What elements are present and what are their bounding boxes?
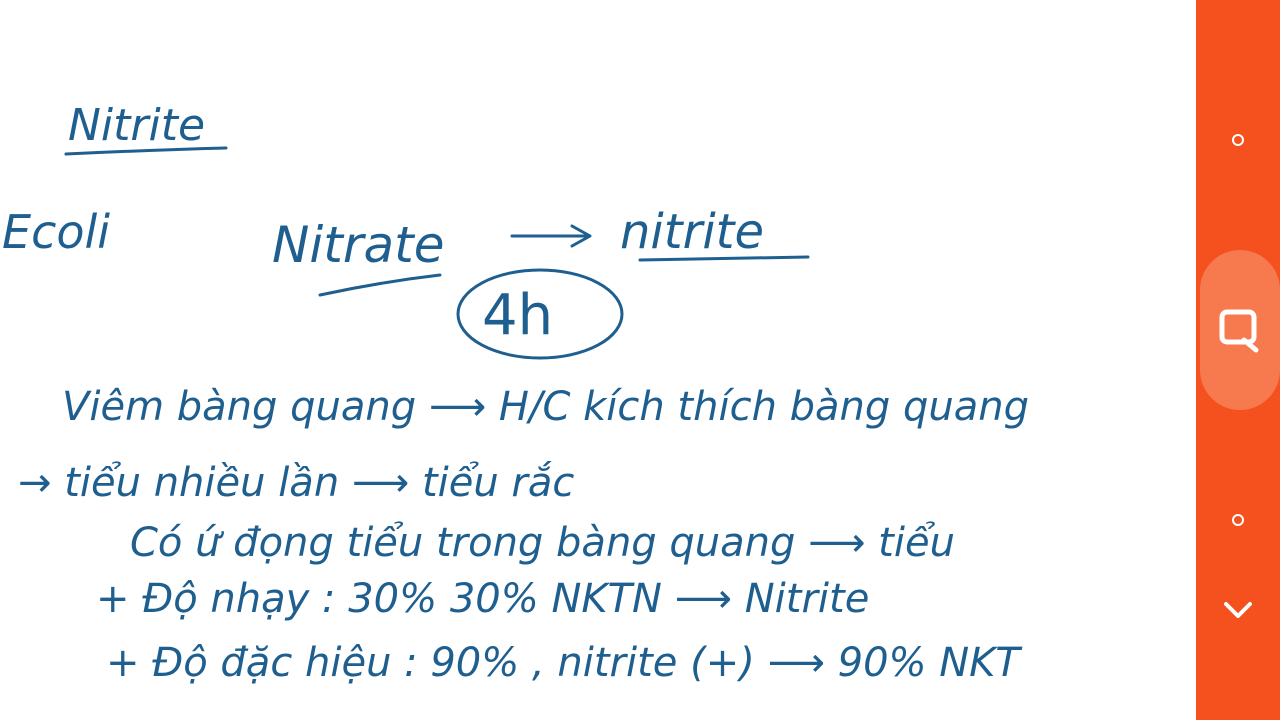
search-button[interactable] xyxy=(1200,250,1280,410)
label-nitrite: nitrite xyxy=(620,204,764,260)
collapse-button[interactable] xyxy=(1196,588,1280,632)
bottom-dot-button[interactable] xyxy=(1196,500,1280,540)
top-dot-button[interactable] xyxy=(1196,120,1280,160)
note-line-3: Có ứ đọng tiểu trong bàng quang ⟶ tiểu xyxy=(130,520,955,566)
note-line-5: + Độ đặc hiệu : 90% , nitrite (+) ⟶ 90% NKT xyxy=(106,640,1020,686)
note-line-1: Viêm bàng quang ⟶ H/C kích thích bàng quang xyxy=(62,384,1029,430)
label-ecoli: Ecoli xyxy=(2,205,111,259)
arrow-right-icon xyxy=(512,226,590,246)
title-nitrite: Nitrite xyxy=(68,100,206,151)
label-time: 4h xyxy=(482,283,554,348)
label-nitrate: Nitrate xyxy=(272,216,445,274)
chevron-down-icon xyxy=(1222,598,1254,622)
circle-icon xyxy=(1232,134,1244,146)
side-toolbar xyxy=(1196,0,1280,720)
circle-icon xyxy=(1232,514,1244,526)
search-icon xyxy=(1216,306,1264,354)
note-line-4: + Độ nhạy : 30% 30% NKTN ⟶ Nitrite xyxy=(96,576,870,622)
nitrate-underline xyxy=(320,275,440,295)
note-line-2: → tiểu nhiều lần ⟶ tiểu rắc xyxy=(18,460,575,506)
